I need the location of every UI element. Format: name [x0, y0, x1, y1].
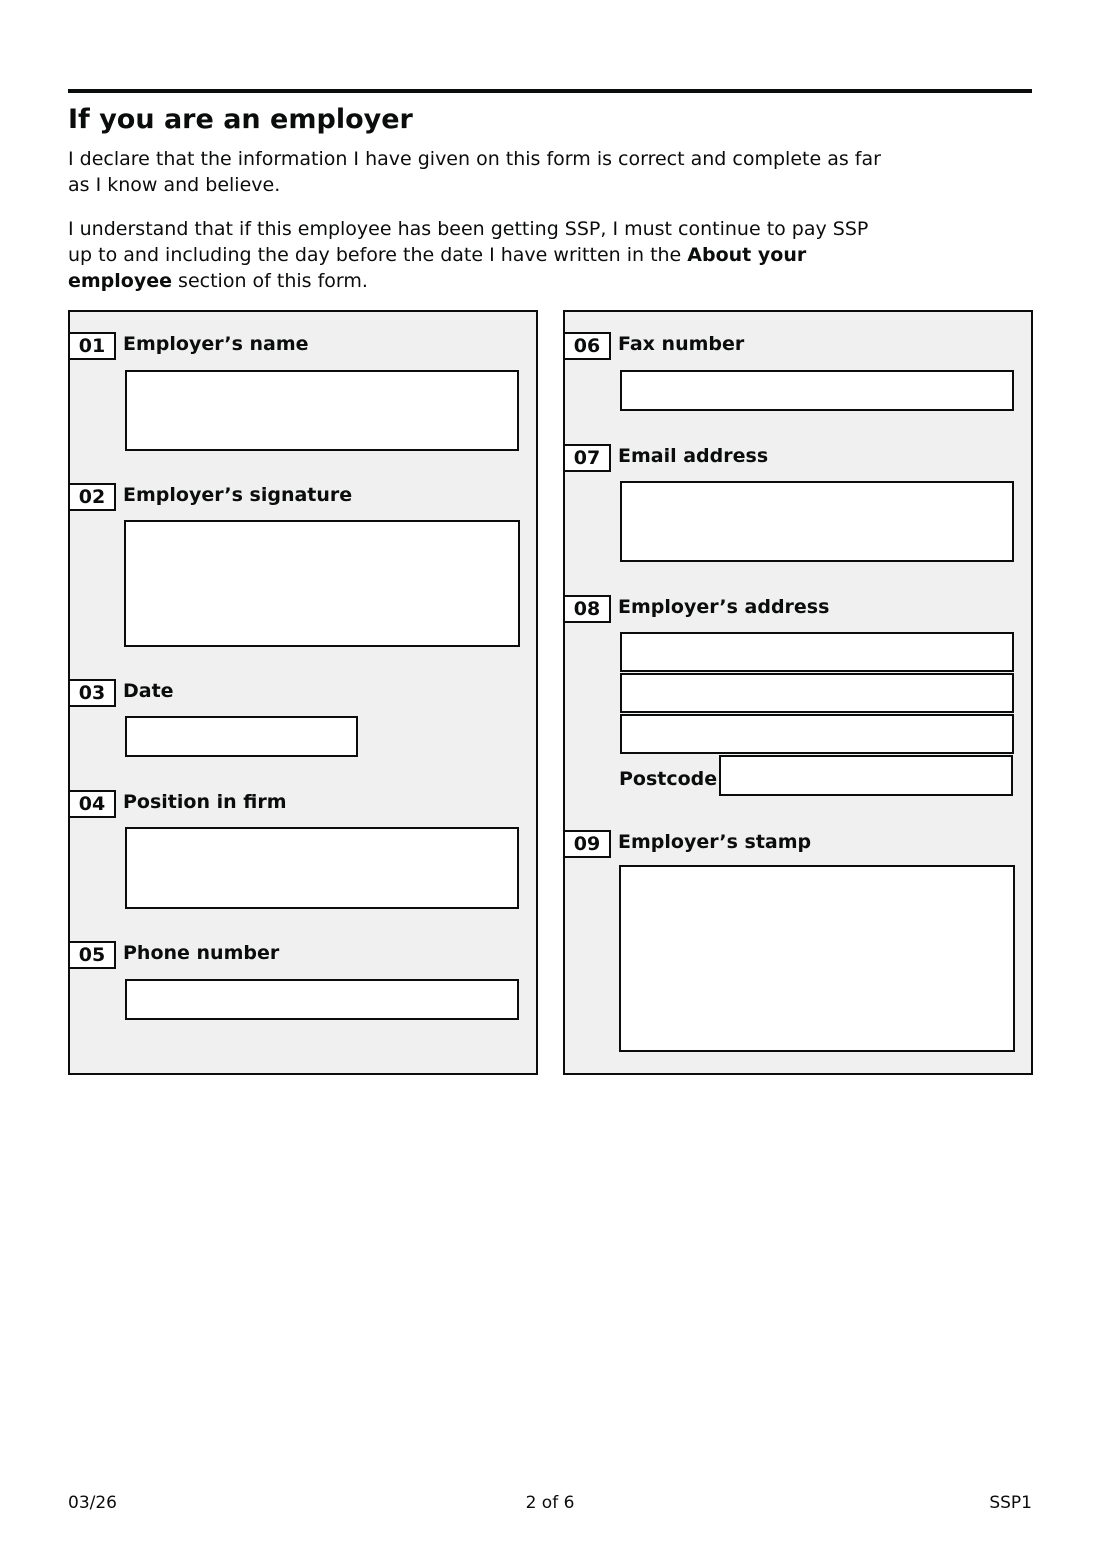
declaration-text: I declare that the information I have given on this form is correct and complete as far as I know and believe. [68, 148, 881, 196]
understanding-text [68, 216, 888, 294]
address-line-3-field[interactable] [620, 714, 1014, 754]
footer-page-number: 2 of 6 [525, 1493, 575, 1513]
understanding-text-start: I understand that if this employee has been getting SSP, I must continue to pay SSP up to and including the day before the date I have written in the [68, 218, 869, 266]
fax-number-field[interactable] [620, 370, 1014, 411]
question-number-08: 08 [565, 595, 611, 623]
date-field[interactable] [125, 716, 358, 757]
employer-name-field[interactable] [125, 370, 519, 451]
section-heading: If you are an employer [68, 104, 413, 135]
email-address-label: Email address [618, 445, 769, 467]
understanding-text-bold: About your employee [68, 244, 807, 292]
question-number-09: 09 [565, 830, 611, 858]
employer-signature-label: Employer’s signature [123, 484, 353, 506]
phone-number-field[interactable] [125, 979, 519, 1020]
employer-name-label: Employer’s name [123, 333, 309, 355]
email-address-field[interactable] [620, 481, 1014, 562]
address-line-1-field[interactable] [620, 632, 1014, 672]
understanding-text-end: section of this form. [172, 270, 368, 292]
section-rule [68, 89, 1032, 93]
right-panel [563, 310, 1033, 1075]
employer-stamp-field[interactable] [619, 865, 1015, 1052]
question-number-01: 01 [70, 332, 116, 360]
footer-form-id: SSP1 [989, 1493, 1032, 1513]
footer-date-code: 03/26 [68, 1493, 117, 1513]
employer-address-label: Employer’s address [618, 596, 830, 618]
postcode-field[interactable] [719, 755, 1013, 796]
phone-number-label: Phone number [123, 942, 280, 964]
date-label: Date [123, 680, 174, 702]
position-in-firm-label: Position in firm [123, 791, 287, 813]
question-number-07: 07 [565, 444, 611, 472]
employer-signature-field[interactable] [124, 520, 520, 647]
postcode-label: Postcode [619, 768, 718, 790]
question-number-05: 05 [70, 941, 116, 969]
fax-number-label: Fax number [618, 333, 745, 355]
question-number-03: 03 [70, 679, 116, 707]
employer-stamp-label: Employer’s stamp [618, 831, 812, 853]
question-number-04: 04 [70, 790, 116, 818]
question-number-02: 02 [70, 483, 116, 511]
address-line-2-field[interactable] [620, 673, 1014, 713]
left-panel [68, 310, 538, 1075]
position-in-firm-field[interactable] [125, 827, 519, 909]
question-number-06: 06 [565, 332, 611, 360]
